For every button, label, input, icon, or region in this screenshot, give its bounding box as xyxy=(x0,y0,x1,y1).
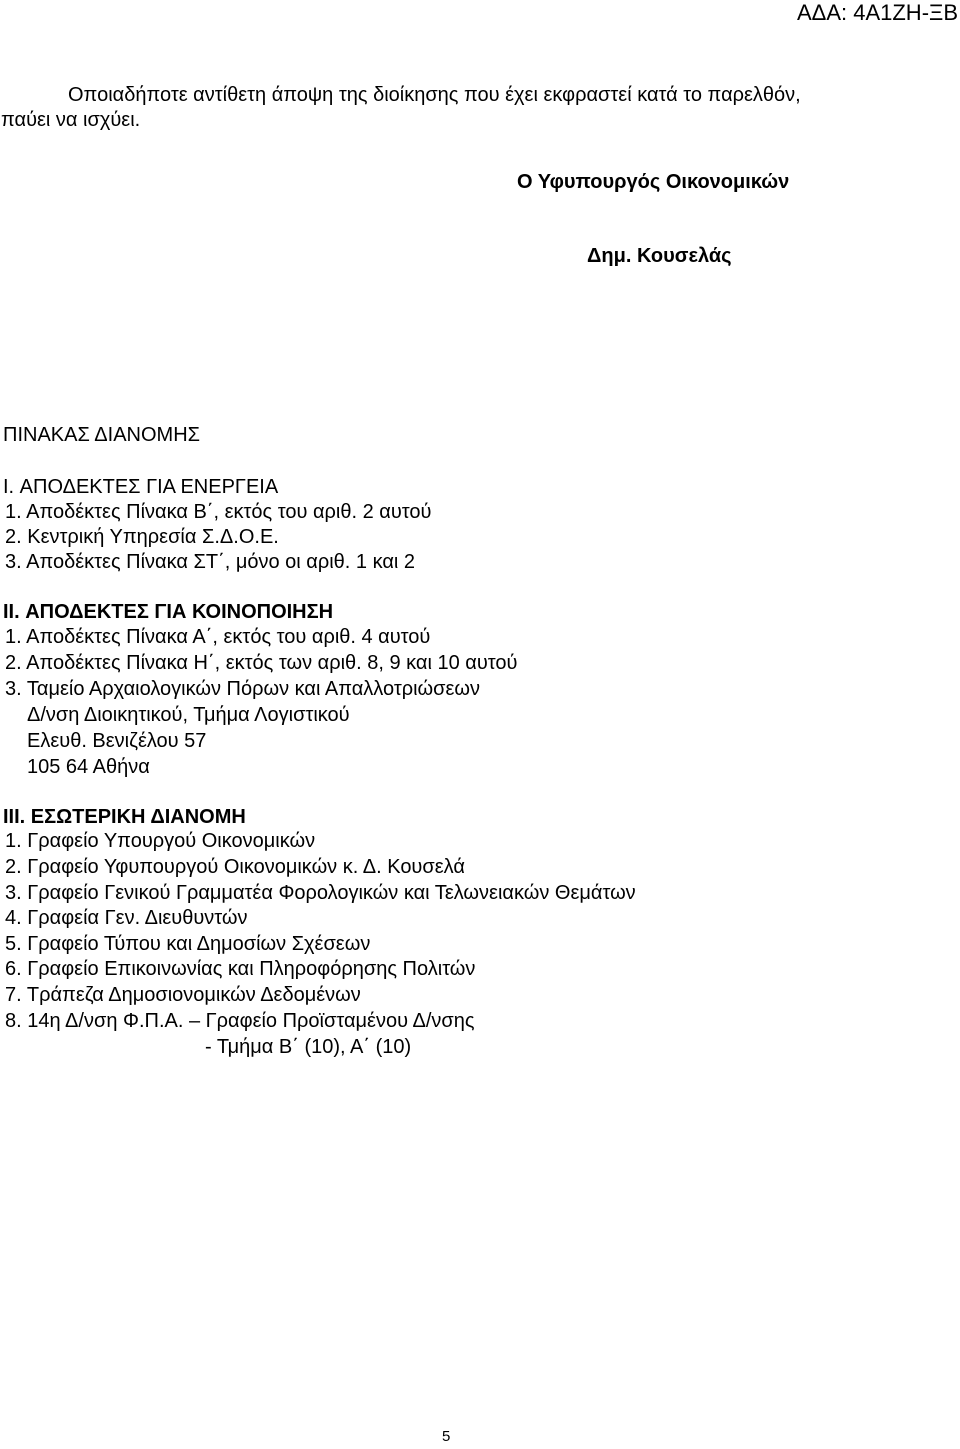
list-item: 3. Γραφείο Γενικού Γραμματέα Φορολογικών και Τελωνειακών Θεμάτων xyxy=(5,882,636,904)
list-item: 1. Αποδέκτες Πίνακα Β΄, εκτός του αριθ. 2 αυτού xyxy=(5,501,432,523)
list-item: 7. Τράπεζα Δημοσιονομικών Δεδομένων xyxy=(5,984,361,1006)
list-item-continuation: - Τμήμα Β΄ (10), Α΄ (10) xyxy=(205,1036,412,1058)
section-heading-3: III. ΕΣΩΤΕΡΙΚΗ ΔΙΑΝΟΜΗ xyxy=(3,806,246,828)
page-number: 5 xyxy=(442,1428,451,1445)
signature-name: Δημ. Κουσελάς xyxy=(587,245,732,267)
signature-title: Ο Υφυπουργός Οικονομικών xyxy=(517,171,790,193)
paragraph-line-1: Οποιαδήποτε αντίθετη άποψη της διοίκησης που έχει εκφραστεί κατά το παρελθόν, xyxy=(68,84,801,106)
list-item: 3. Αποδέκτες Πίνακα ΣΤ΄, μόνο οι αριθ. 1 και 2 xyxy=(5,551,416,573)
list-item: 8. 14η Δ/νση Φ.Π.Α. – Γραφείο Προϊσταμένου Δ/νσης xyxy=(5,1010,475,1032)
list-item: 5. Γραφείο Τύπου και Δημοσίων Σχέσεων xyxy=(5,933,371,955)
list-item: 3. Ταμείο Αρχαιολογικών Πόρων και Απαλλοτριώσεων xyxy=(5,678,481,700)
list-item: 1. Γραφείο Υπουργού Οικονομικών xyxy=(5,830,316,852)
ada-code: ΑΔΑ: 4Α1ΖΗ-ΞΒ xyxy=(796,0,958,25)
list-item: 4. Γραφεία Γεν. Διευθυντών xyxy=(5,907,248,929)
distribution-title: ΠΙΝΑΚΑΣ ΔΙΑΝΟΜΗΣ xyxy=(3,424,201,446)
section-heading-1: I. ΑΠΟΔΕΚΤΕΣ ΓΙΑ ΕΝΕΡΓΕΙΑ xyxy=(3,476,279,498)
section-heading-2: II. ΑΠΟΔΕΚΤΕΣ ΓΙΑ ΚΟΙΝΟΠΟΙΗΣΗ xyxy=(3,601,334,623)
list-item: 2. Γραφείο Υφυπουργού Οικονομικών κ. Δ. Κουσελά xyxy=(5,856,465,878)
list-item: 6. Γραφείο Επικοινωνίας και Πληροφόρησης Πολιτών xyxy=(5,958,476,980)
list-item-continuation: Ελευθ. Βενιζέλου 57 xyxy=(27,730,207,752)
paragraph-line-2: παύει να ισχύει. xyxy=(1,109,141,131)
list-item: 2. Κεντρική Υπηρεσία Σ.Δ.Ο.Ε. xyxy=(5,526,279,548)
list-item-continuation: Δ/νση Διοικητικού, Τμήμα Λογιστικού xyxy=(27,704,350,726)
list-item-continuation: 105 64 Αθήνα xyxy=(27,756,150,778)
list-item: 1. Αποδέκτες Πίνακα Α΄, εκτός του αριθ. 4 αυτού xyxy=(5,626,431,648)
list-item: 2. Αποδέκτες Πίνακα Η΄, εκτός των αριθ. 8, 9 και 10 αυτού xyxy=(5,652,518,674)
